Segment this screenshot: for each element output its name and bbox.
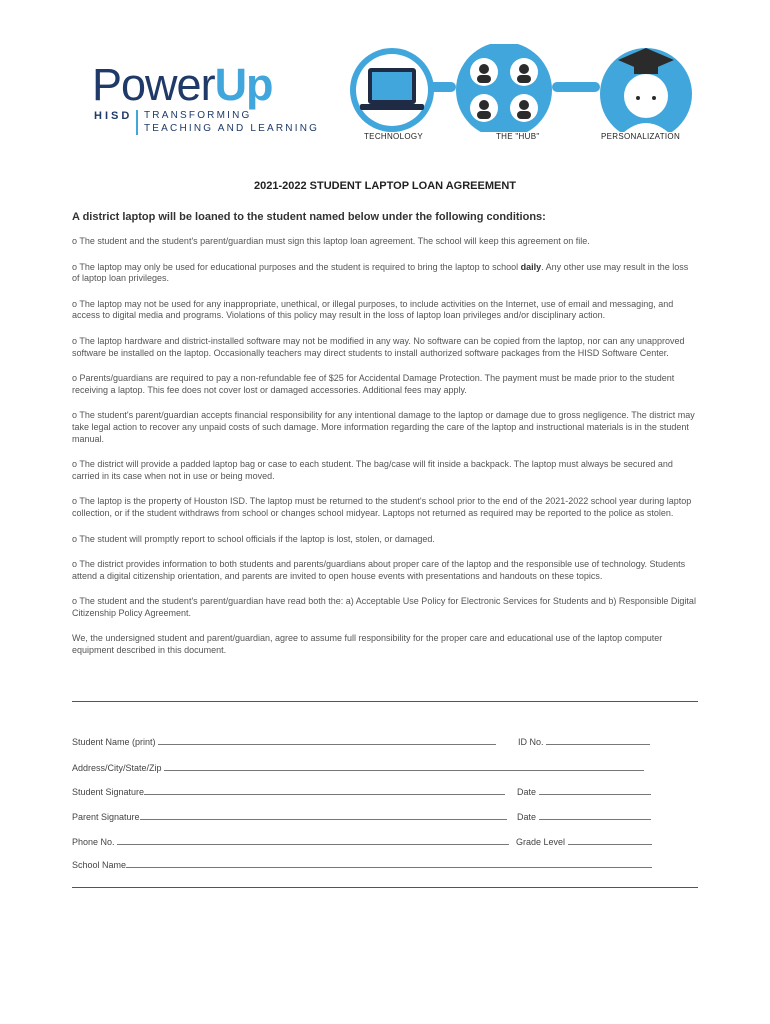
student-signature-field[interactable] bbox=[72, 785, 505, 797]
phone-field[interactable] bbox=[72, 835, 509, 847]
school-name-label: School Name bbox=[72, 860, 127, 870]
logo-word-up: Up bbox=[214, 59, 273, 110]
logo-divider bbox=[136, 110, 138, 135]
condition-item: o The district provides information to both students and parents/guardians about proper care of the laptop and the responsible use of technology. Students attend a digital citizenship orientation, and parents are invited to open house events with presentations and handouts on these topics. bbox=[72, 559, 686, 581]
logo-tagline-1: TRANSFORMING bbox=[144, 110, 252, 121]
grade-level-label: Grade Level bbox=[516, 837, 566, 847]
logo-tagline bbox=[144, 109, 319, 135]
parent-date-label: Date bbox=[517, 812, 537, 822]
address-label: Address/City/State/Zip bbox=[72, 763, 162, 773]
id-no-field[interactable] bbox=[518, 735, 650, 747]
student-date-line[interactable] bbox=[539, 785, 651, 795]
student-date-field[interactable] bbox=[517, 785, 651, 797]
logo-word-pow: Pow bbox=[92, 59, 177, 110]
parent-date-line[interactable] bbox=[539, 810, 651, 820]
powerup-logo bbox=[92, 59, 332, 134]
student-name-line[interactable] bbox=[158, 735, 496, 745]
parent-signature-line[interactable] bbox=[140, 810, 507, 820]
document-intro: A district laptop will be loaned to the student named below under the following conditions: bbox=[72, 211, 546, 223]
condition-item: o The laptop may only be used for educational purposes and the student is required to bring the laptop to school daily. Any other use may result in the loss of laptop loan privileges. bbox=[72, 261, 689, 284]
student-signature-line[interactable] bbox=[144, 785, 505, 795]
divider-bottom bbox=[72, 887, 698, 888]
address-field[interactable] bbox=[72, 761, 644, 773]
condition-item: o The laptop is the property of Houston ISD. The laptop must be returned to the student's school prior to the end of the 2021-2022 school year during laptop collection, or if the student withdraws from school or changes school midyear. Laptops not returned as required may be reported to the police as stolen. bbox=[72, 496, 692, 518]
school-name-field[interactable] bbox=[72, 858, 652, 870]
document-title: 2021-2022 STUDENT LAPTOP LOAN AGREEMENT bbox=[253, 180, 517, 192]
condition-item: o The laptop hardware and district-installed software may not be modified in any way. No software can be copied from the laptop, nor can any unapproved software be installed on the laptop. Occasionally teachers may direct students to install authorized software packages from the HISD Software Center. bbox=[72, 335, 685, 358]
parent-signature-field[interactable] bbox=[72, 810, 507, 822]
graduate-student-icon bbox=[600, 48, 692, 132]
condition-item: o The district will provide a padded laptop bag or case to each student. The bag/case will fit inside a backpack. The laptop must always be secured and carried in its case when not in use or being moved. bbox=[72, 459, 673, 481]
address-line[interactable] bbox=[164, 761, 644, 771]
grade-level-field[interactable] bbox=[516, 835, 652, 847]
logo-wordmark bbox=[92, 59, 273, 110]
condition-item: o The student and the student's parent/guardian must sign this laptop loan agreement. The school will keep this agreement on file. bbox=[72, 236, 590, 246]
student-name-field[interactable] bbox=[72, 735, 496, 747]
condition-item: o The student will promptly report to school officials if the laptop is lost, stolen, or damaged. bbox=[72, 533, 435, 544]
caption-technology: TECHNOLOGY bbox=[364, 132, 424, 141]
banner-graphic bbox=[346, 44, 698, 132]
logo-org: HISD bbox=[94, 110, 133, 122]
closing-statement: We, the undersigned student and parent/guardian, agree to assume full responsibility for the proper care and educational use of the laptop computer equipment described in this document. bbox=[72, 633, 663, 656]
divider-top bbox=[72, 701, 698, 702]
id-no-label: ID No. bbox=[518, 737, 544, 747]
student-signature-label: Student Signature bbox=[72, 787, 145, 797]
parent-signature-label: Parent Signature bbox=[72, 812, 140, 822]
header-banner bbox=[346, 44, 698, 144]
phone-label: Phone No. bbox=[72, 837, 115, 847]
conditions-list bbox=[72, 236, 698, 657]
laptop-icon bbox=[350, 48, 434, 132]
logo-tagline-2: TEACHING AND LEARNING bbox=[144, 123, 320, 134]
grade-level-line[interactable] bbox=[568, 835, 652, 845]
video-call-icon bbox=[456, 44, 552, 132]
student-name-label: Student Name (print) bbox=[72, 737, 156, 747]
id-no-line[interactable] bbox=[546, 735, 650, 745]
school-name-line[interactable] bbox=[126, 858, 652, 868]
condition-item: o The student and the student's parent/guardian have read both the: a) Acceptable Use Policy for Electronic Services for Students and b) Responsible Digital Citizenship Policy Agreement. bbox=[72, 596, 696, 618]
phone-line[interactable] bbox=[117, 835, 509, 845]
condition-item: o Parents/guardians are required to pay a non-refundable fee of $25 for Accidental Damage Protection. The payment must be made prior to the student receiving a laptop. This fee does not cover lost or damaged accessories. Additional fees may apply. bbox=[72, 373, 675, 395]
parent-date-field[interactable] bbox=[517, 810, 651, 822]
student-date-label: Date bbox=[517, 787, 537, 797]
connector-right bbox=[552, 82, 600, 92]
caption-hub: THE "HUB" bbox=[496, 132, 540, 141]
logo-word-er: er bbox=[176, 59, 215, 110]
caption-personalization: PERSONALIZATION bbox=[601, 132, 681, 141]
condition-item: o The laptop may not be used for any inappropriate, unethical, or illegal purposes, to include activities on the Internet, use of email and messaging, and access to digital media and programs. Violations of this policy may result in the loss of laptop loan privileges and/or disciplinary action. bbox=[72, 298, 674, 321]
condition-item: o The student's parent/guardian accepts financial responsibility for any intentional damage to the laptop or damage due to gross negligence. The district may take legal action to recover any unpaid costs of such damage. More information regarding the care of the laptop and instructional materials is in the student manual. bbox=[72, 410, 695, 444]
